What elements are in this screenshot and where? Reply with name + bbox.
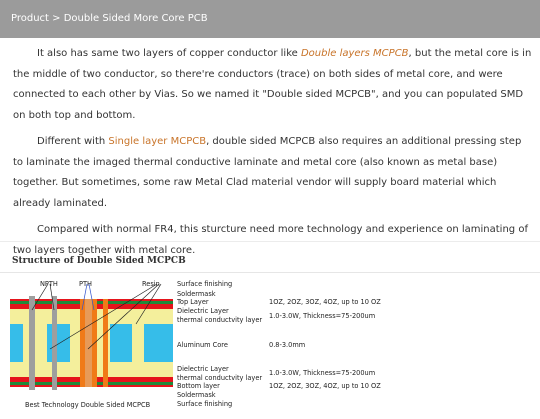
double-layers-mcpcb-link[interactable]: Double layers MCPCB: [300, 48, 409, 59]
label-dielectric-top-1: Dielectric Layer: [177, 307, 229, 315]
single-layer-mcpcb-link[interactable]: Single layer MCPCB: [108, 136, 207, 147]
paragraph-2-text-a: Different with: [37, 136, 109, 147]
resin-label: Resin: [142, 280, 160, 288]
article-paragraph-3: Compared with normal FR4, this sturcture need more technology and experience on laminating of two layers together with metal core.: [13, 224, 528, 256]
pth-barrel-1: [85, 299, 92, 387]
section-divider: [0, 241, 540, 242]
breadcrumb: [0, 0, 540, 38]
pth-wall-1a: [80, 299, 85, 387]
section-title: Structure of Double Sided MCPCB: [12, 256, 186, 266]
pth-wall-2: [103, 299, 108, 387]
spec-dielectric-bottom: 1.0-3.0W, Thickness=75-200um: [269, 369, 376, 377]
spec-copper-top: 1OZ, 2OZ, 3OZ, 4OZ, up to 10 OZ: [269, 298, 381, 306]
label-dielectric-top-2: thermal conductvity layer: [177, 316, 263, 324]
spec-copper-bottom: 1OZ, 2OZ, 3OZ, 4OZ, up to 10 OZ: [269, 382, 381, 390]
label-dielectric-bottom-2: thermal conductvity layer: [177, 374, 263, 382]
label-top-layer: Top Layer: [177, 298, 209, 306]
section-title-underline: [0, 272, 540, 273]
spec-dielectric-top: 1.0-3.0W, Thickness=75-200um: [269, 312, 376, 320]
paragraph-2-text-b: , double sided MCPCB also requires an additional pressing step to laminate the imaged thermal conductive laminate and metal core (also known as metal base) together. But sometimes, some raw Metal Clad material vendor will supply board material which already laminated.: [13, 136, 522, 209]
resin-fill-far: [132, 309, 144, 377]
label-dielectric-bottom-1: Dielectric Layer: [177, 365, 229, 373]
structure-diagram-svg: [10, 279, 392, 412]
label-aluminum-core: Aluminum Core: [177, 341, 228, 349]
diagram-caption: Best Technology Double Sided MCPCB: [25, 401, 151, 409]
article-paragraph-1: [13, 44, 532, 126]
label-soldermask-top: Soldermask: [177, 290, 216, 298]
label-soldermask-bottom: Soldermask: [177, 391, 216, 399]
pth-label: PTH: [79, 280, 92, 288]
article-paragraph-2: [13, 132, 532, 214]
structure-diagram: [10, 279, 392, 412]
paragraph-1-text-b: , but the metal core is in the middle of two conductor, so there're conductors (trace) on both sides of metal core, and were connected to each other by Vias. So we named it "Double sided MCPCB", and you can populated SMD on both top and bottom.: [13, 48, 532, 121]
npth-hole-2: [52, 296, 57, 390]
article-body: [0, 44, 540, 267]
spec-aluminum-core: 0.8-3.0mm: [269, 341, 306, 349]
label-bottom-layer: Bottom layer: [177, 382, 220, 390]
breadcrumb-text: Product > Double Sided More Core PCB: [11, 13, 208, 24]
paragraph-1-text-a: It also has same two layers of copper conductor like: [37, 48, 301, 59]
npth-label: NPTH: [40, 280, 58, 288]
label-surface-finishing-bottom: Surface finishing: [177, 400, 233, 408]
label-surface-finishing-top: Surface finishing: [177, 280, 233, 288]
npth-hole-1: [29, 296, 35, 390]
